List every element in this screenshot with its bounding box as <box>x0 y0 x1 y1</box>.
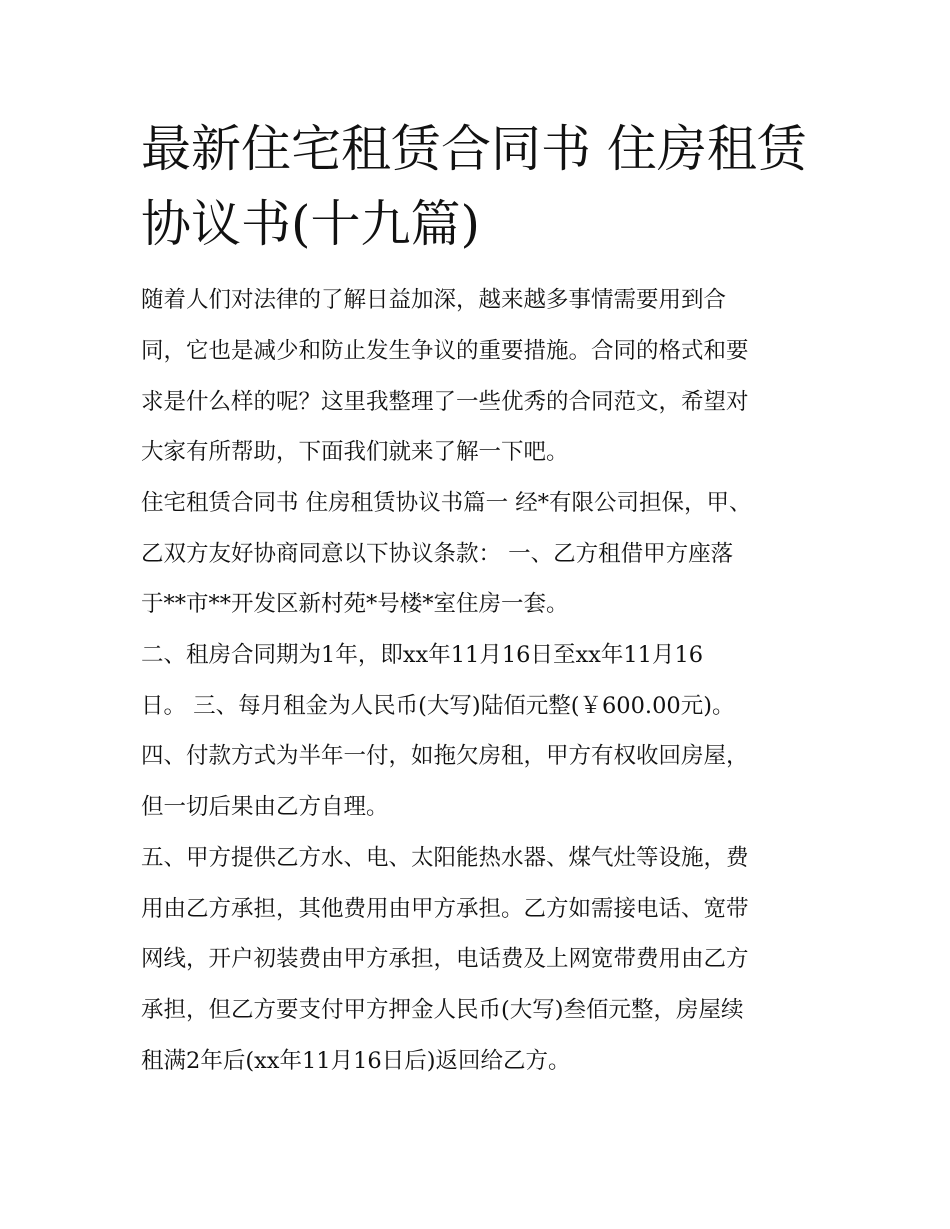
body-text-line: 住宅租赁合同书 住房租赁协议书篇一 经*有限公司担保，甲、 <box>141 490 752 516</box>
body-text-line: 但一切后果由乙方自理。 <box>141 794 389 820</box>
body-text-line: 四、付款方式为半年一付，如拖欠房租，甲方有权收回房屋， <box>141 743 749 769</box>
title-line-2: 协议书(十九篇) <box>141 195 481 253</box>
body-text-line: 二、租房合同期为1年，即xx年11月16日至xx年11月16 <box>141 642 704 668</box>
body-text-line: 求是什么样的呢？这里我整理了一些优秀的合同范文，希望对 <box>141 389 749 415</box>
body-text-line: 承担，但乙方要支付甲方押金人民币(大写)叁佰元整，房屋续 <box>141 997 744 1023</box>
body-text-line: 五、甲方提供乙方水、电、太阳能热水器、煤气灶等设施，费 <box>141 845 749 871</box>
body-text-line: 用由乙方承担，其他费用由甲方承担。乙方如需接电话、宽带 <box>141 896 749 922</box>
body-text-line: 随着人们对法律的了解日益加深，越来越多事情需要用到合 <box>141 287 727 313</box>
body-text-line: 同，它也是减少和防止发生争议的重要措施。合同的格式和要 <box>141 338 749 364</box>
document-title <box>141 112 821 262</box>
body-text-line: 大家有所帮助，下面我们就来了解一下吧。 <box>141 439 569 465</box>
body-text-line: 租满2年后(xx年11月16日后)返回给乙方。 <box>141 1048 571 1074</box>
body-text-line: 日。 三、每月租金为人民币(大写)陆佰元整(￥600.00元)。 <box>141 693 735 719</box>
body-text-line: 于**市**开发区新村苑*号楼*室住房一套。 <box>141 591 569 617</box>
body-text-line: 网线，开户初装费由甲方承担，电话费及上网宽带费用由乙方 <box>141 946 749 972</box>
body-text-line: 乙双方友好协商同意以下协议条款： 一、乙方租借甲方座落 <box>141 541 734 567</box>
title-line-1: 最新住宅租赁合同书 住房租赁 <box>141 120 807 178</box>
